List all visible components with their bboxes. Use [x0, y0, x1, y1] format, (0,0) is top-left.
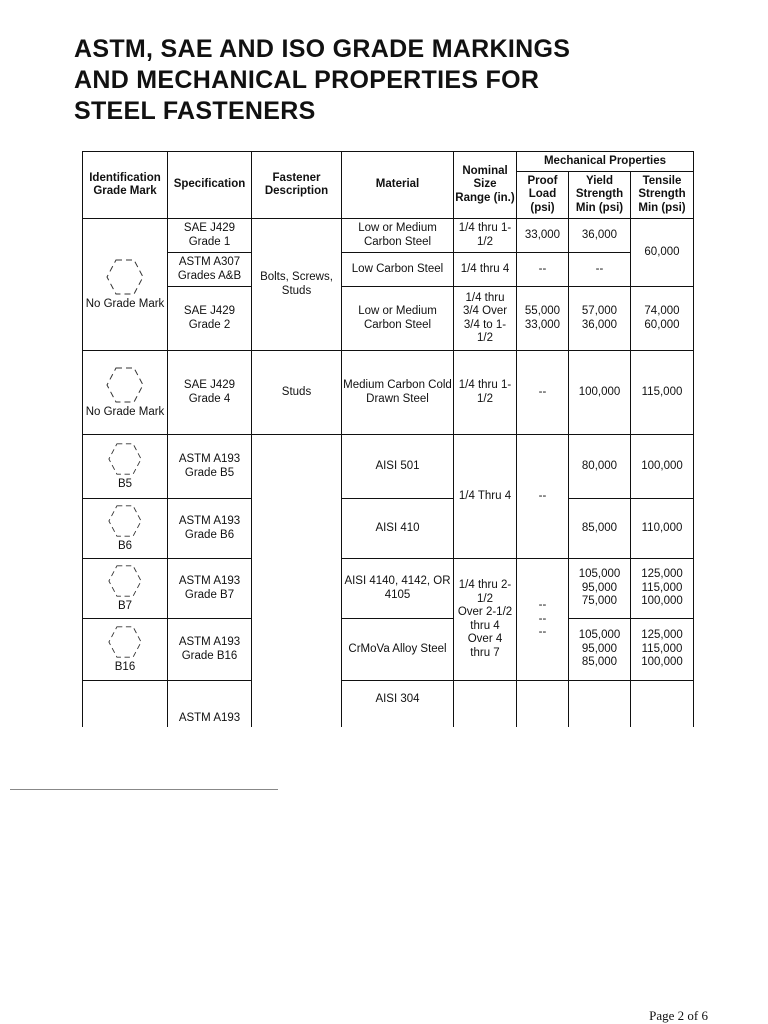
grade-mark-label: B6	[117, 539, 133, 552]
yield-cell: 100,000	[569, 351, 631, 435]
size-line: 1/2	[477, 332, 493, 344]
hexagon-bolt-head-icon	[107, 625, 143, 659]
material-cell: CrMoVa Alloy Steel	[342, 619, 454, 681]
grade-mark-label: B7	[117, 599, 133, 612]
header-fastener: Fastener Description	[252, 152, 342, 219]
spec-cell: ASTM A193 Grade B6	[168, 499, 252, 559]
tensile-cell	[631, 619, 694, 681]
header-id-mark: Identification Grade Mark	[83, 152, 168, 219]
material-cell: Medium Carbon Cold Drawn Steel	[342, 351, 454, 435]
tensile-line: 60,000	[644, 318, 680, 331]
tensile-cell	[631, 287, 694, 351]
size-line: thru 4	[470, 619, 500, 632]
fastener-cell: Bolts, Screws, Studs	[252, 219, 342, 351]
proof-line: 33,000	[524, 318, 561, 331]
material-cell: Low or Medium Carbon Steel	[342, 287, 454, 351]
tensile-line: 100,000	[641, 595, 683, 608]
proof-cell	[517, 287, 569, 351]
material-cell: AISI 410	[342, 499, 454, 559]
yield-line: 95,000	[581, 642, 618, 655]
spec-cell: ASTM A193 Grade B16	[168, 619, 252, 681]
header-specification: Specification	[168, 152, 252, 219]
page-title	[74, 34, 714, 127]
tensile-line: 115,000	[641, 642, 683, 655]
yield-cell: 80,000	[569, 435, 631, 499]
table-row	[83, 499, 694, 559]
hexagon-bolt-head-icon	[107, 564, 143, 598]
proof-line: --	[538, 612, 547, 625]
header-yield: Yield Strength Min (psi)	[569, 172, 631, 219]
material-cell: AISI 4140, 4142, OR 4105	[342, 559, 454, 619]
spec-cell: ASTM A307 Grades A&B	[168, 253, 252, 287]
material-cell: AISI 304	[342, 681, 454, 727]
size-cell	[454, 287, 517, 351]
header-mechanical-properties: Mechanical Properties	[517, 152, 694, 172]
table-row	[83, 559, 694, 619]
yield-cell: --	[569, 253, 631, 287]
header-proof-load: Proof Load (psi)	[517, 172, 569, 219]
yield-line: 36,000	[581, 318, 618, 331]
grade-mark-cell	[83, 351, 168, 435]
spec-cell: ASTM A193 Grade B7	[168, 559, 252, 619]
tensile-line: 125,000	[641, 629, 683, 642]
material-cell: Low Carbon Steel	[342, 253, 454, 287]
fastener-cell-empty	[252, 435, 342, 727]
scan-artifact-line	[10, 789, 278, 790]
yield-line: 105,000	[578, 629, 621, 642]
yield-cell	[569, 559, 631, 619]
grade-mark-label: No Grade Mark	[85, 405, 165, 418]
hexagon-bolt-head-icon	[107, 504, 143, 538]
tensile-line: 125,000	[641, 568, 683, 581]
size-cell: 1/4 Thru 4	[454, 435, 517, 559]
yield-cell: 36,000	[569, 219, 631, 253]
yield-cell	[569, 619, 631, 681]
table-row	[83, 351, 694, 435]
tensile-cell: 100,000	[631, 435, 694, 499]
header-size-range: Nominal Size Range (in.)	[454, 152, 517, 219]
tensile-cell	[631, 681, 694, 727]
grade-mark-label: B16	[114, 660, 136, 673]
title-line-1: ASTM, SAE AND ISO GRADE MARKINGS	[74, 35, 571, 63]
grade-markings-table	[82, 151, 694, 727]
proof-cell	[517, 559, 569, 681]
spec-cell: SAE J429 Grade 2	[168, 287, 252, 351]
table-row	[83, 287, 694, 351]
yield-cell	[569, 681, 631, 727]
grade-mark-cell	[83, 435, 168, 499]
page-number: Page 2 of 6	[649, 1008, 708, 1023]
tensile-line: 115,000	[641, 581, 683, 594]
size-line: 1/4 thru	[465, 291, 505, 304]
hexagon-bolt-head-icon	[107, 442, 143, 476]
grade-mark-cell	[83, 219, 168, 351]
tensile-cell: 60,000	[631, 219, 694, 287]
size-line: Over 2-1/2	[457, 606, 513, 618]
size-cell	[454, 559, 517, 681]
fastener-cell: Studs	[252, 351, 342, 435]
yield-cell: 85,000	[569, 499, 631, 559]
size-line: Over 4	[467, 633, 503, 645]
proof-cell: 33,000	[517, 219, 569, 253]
header-tensile: Tensile Strength Min (psi)	[631, 172, 694, 219]
grade-mark-cell	[83, 681, 168, 727]
grade-mark-cell	[83, 619, 168, 681]
size-line: thru 7	[470, 646, 500, 659]
table-row	[83, 619, 694, 681]
tensile-line: 74,000	[644, 305, 680, 317]
table-row	[83, 253, 694, 287]
spec-cell: SAE J429 Grade 1	[168, 219, 252, 253]
yield-line: 105,000	[578, 568, 621, 581]
proof-cell: --	[517, 351, 569, 435]
size-cell: 1/4 thru 1-1/2	[454, 219, 517, 253]
table-row	[83, 219, 694, 253]
proof-line: --	[538, 599, 547, 612]
size-line: 1/2	[477, 592, 493, 605]
spec-cell: SAE J429 Grade 4	[168, 351, 252, 435]
title-line-3: STEEL FASTENERS	[74, 97, 316, 125]
table-row	[83, 681, 694, 727]
hexagon-bolt-head-icon	[105, 258, 145, 296]
size-cell: 1/4 thru 1-1/2	[454, 351, 517, 435]
tensile-cell: 110,000	[631, 499, 694, 559]
yield-line: 57,000	[581, 305, 618, 317]
size-line: 1/4 thru 2-	[458, 579, 512, 591]
yield-line: 75,000	[581, 595, 618, 608]
header-material: Material	[342, 152, 454, 219]
material-cell: AISI 501	[342, 435, 454, 499]
proof-line: --	[538, 626, 547, 639]
spec-cell: ASTM A193	[168, 681, 252, 727]
yield-line: 85,000	[581, 656, 618, 669]
spec-cell: ASTM A193 Grade B5	[168, 435, 252, 499]
title-line-2: AND MECHANICAL PROPERTIES FOR	[74, 66, 540, 94]
proof-cell	[517, 681, 569, 727]
grade-mark-cell	[83, 499, 168, 559]
hexagon-bolt-head-icon	[105, 366, 145, 404]
tensile-cell: 115,000	[631, 351, 694, 435]
size-line: 3/4 Over	[462, 305, 508, 317]
yield-cell	[569, 287, 631, 351]
size-line: 3/4 to 1-	[463, 318, 507, 331]
grade-mark-label: No Grade Mark	[85, 297, 165, 310]
material-cell: Low or Medium Carbon Steel	[342, 219, 454, 253]
tensile-cell	[631, 559, 694, 619]
table-row	[83, 435, 694, 499]
proof-cell: --	[517, 253, 569, 287]
size-cell	[454, 681, 517, 727]
size-cell: 1/4 thru 4	[454, 253, 517, 287]
grade-mark-label: B5	[117, 477, 133, 490]
proof-cell: --	[517, 435, 569, 559]
tensile-line: 100,000	[641, 656, 683, 669]
grade-mark-cell	[83, 559, 168, 619]
yield-line: 95,000	[581, 581, 618, 594]
proof-line: 55,000	[524, 305, 561, 317]
